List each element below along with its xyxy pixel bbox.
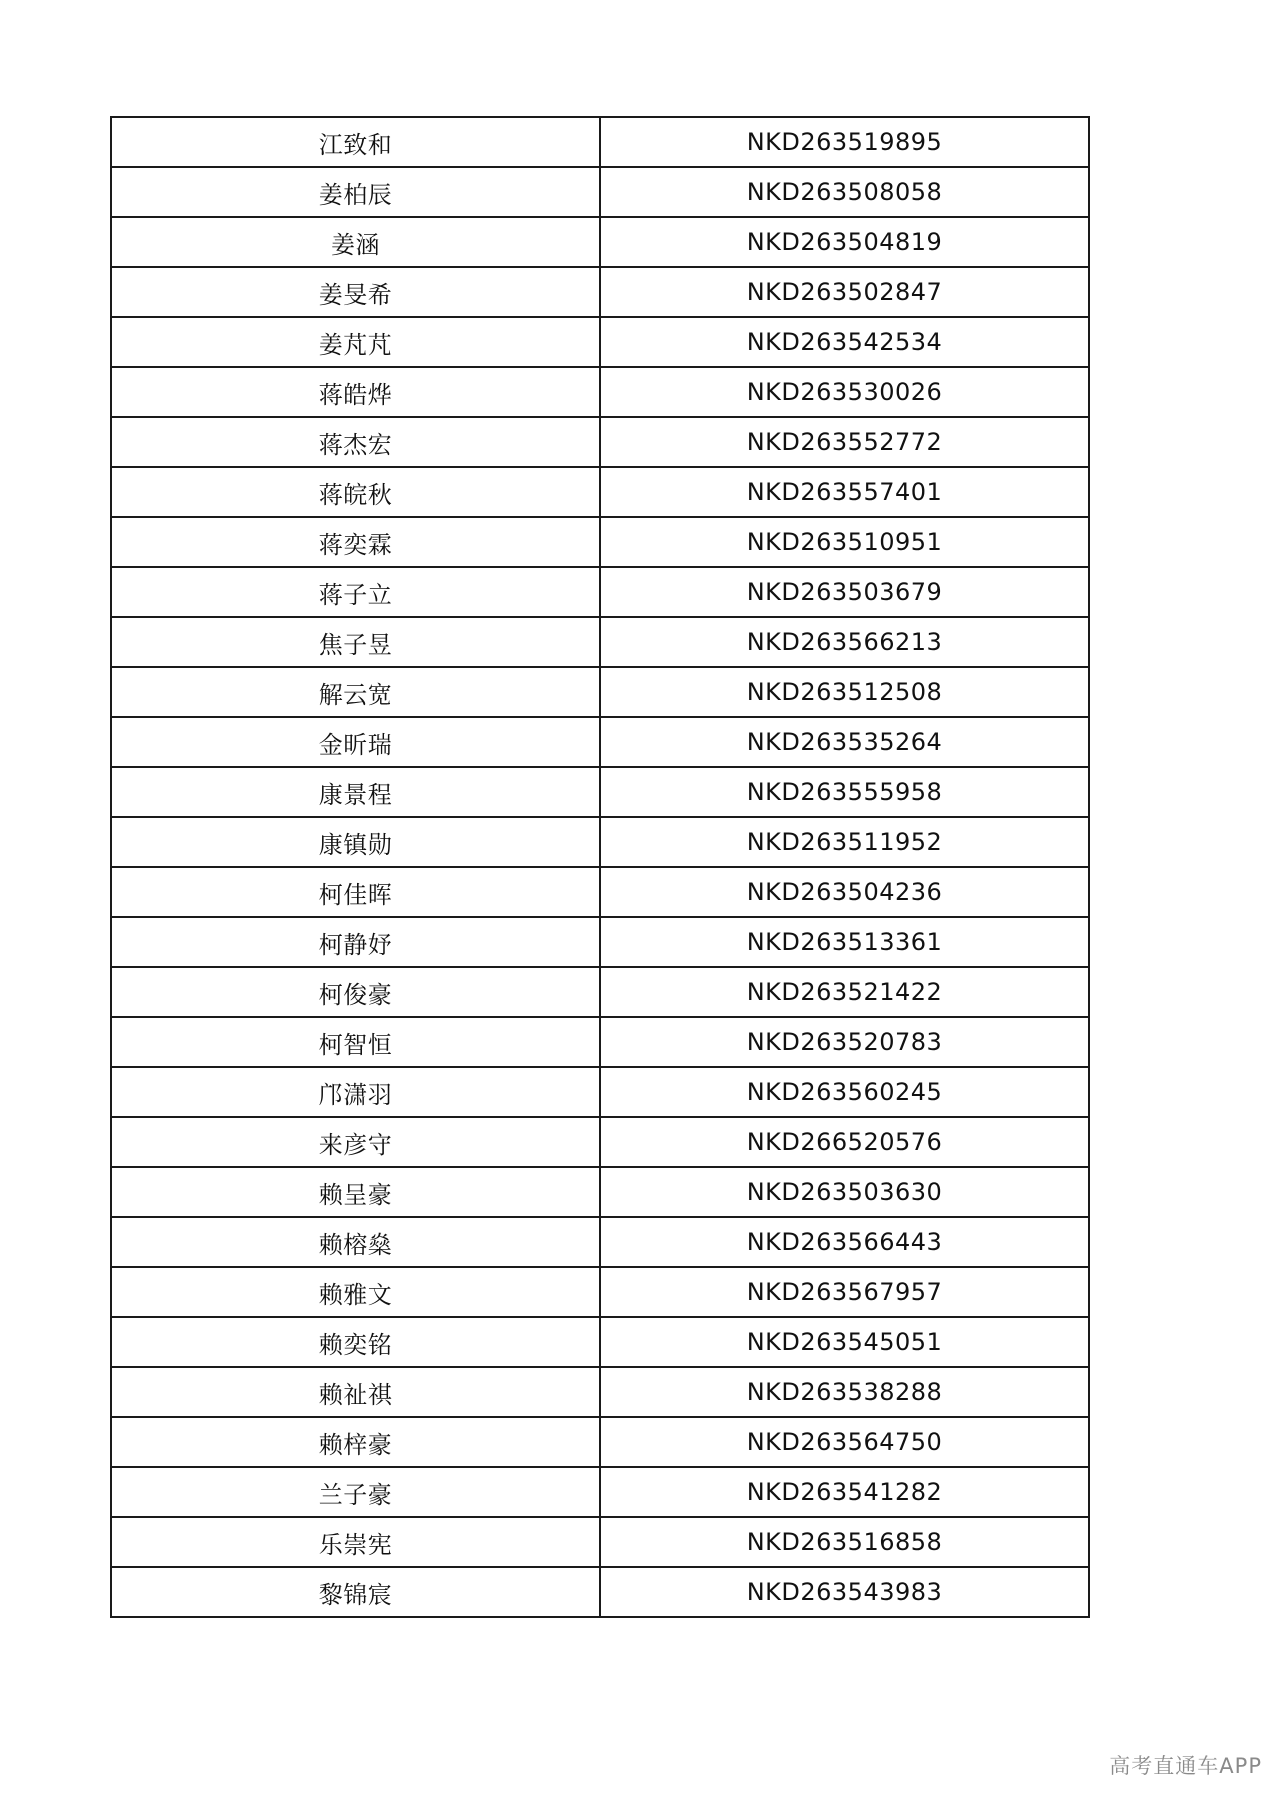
table-row <box>111 267 1089 317</box>
table-row <box>111 117 1089 167</box>
student-name-cell: 柯佳晖 <box>111 867 600 917</box>
candidate-id-cell: NKD263513361 <box>600 917 1089 967</box>
student-name-cell: 赖雅文 <box>111 1267 600 1317</box>
student-name-cell: 焦子昱 <box>111 617 600 667</box>
table-row <box>111 1317 1089 1367</box>
candidate-id-cell: NKD263566443 <box>600 1217 1089 1267</box>
candidate-id-cell: NKD263543983 <box>600 1567 1089 1617</box>
watermark: 高考直通车APP <box>1109 1754 1262 1778</box>
student-name-cell: 蒋子立 <box>111 567 600 617</box>
candidate-id-cell: NKD263502847 <box>600 267 1089 317</box>
student-name-cell: 蒋皖秋 <box>111 467 600 517</box>
student-name-cell: 柯静妤 <box>111 917 600 967</box>
candidate-id-cell: NKD263566213 <box>600 617 1089 667</box>
student-name-cell: 姜柏辰 <box>111 167 600 217</box>
student-name-cell: 姜芃芃 <box>111 317 600 367</box>
candidate-id-cell: NKD263503679 <box>600 567 1089 617</box>
roster-table-body <box>111 117 1089 1617</box>
table-row <box>111 167 1089 217</box>
table-row <box>111 517 1089 567</box>
candidate-id-cell: NKD263555958 <box>600 767 1089 817</box>
table-row <box>111 767 1089 817</box>
candidate-id-cell: NKD263535264 <box>600 717 1089 767</box>
table-row <box>111 467 1089 517</box>
student-name-cell: 金昕瑞 <box>111 717 600 767</box>
table-row <box>111 1567 1089 1617</box>
candidate-id-cell: NKD263504236 <box>600 867 1089 917</box>
candidate-id-cell: NKD263560245 <box>600 1067 1089 1117</box>
table-row <box>111 567 1089 617</box>
student-name-cell: 赖呈豪 <box>111 1167 600 1217</box>
table-row <box>111 717 1089 767</box>
table-row <box>111 667 1089 717</box>
table-row <box>111 1017 1089 1067</box>
candidate-id-cell: NKD263508058 <box>600 167 1089 217</box>
candidate-id-cell: NKD263538288 <box>600 1367 1089 1417</box>
student-name-cell: 康镇勋 <box>111 817 600 867</box>
student-name-cell: 蒋皓烨 <box>111 367 600 417</box>
candidate-id-cell: NKD263511952 <box>600 817 1089 867</box>
student-name-cell: 赖奕铭 <box>111 1317 600 1367</box>
candidate-id-cell: NKD263557401 <box>600 467 1089 517</box>
candidate-id-cell: NKD263520783 <box>600 1017 1089 1067</box>
student-name-cell: 蒋奕霖 <box>111 517 600 567</box>
table-row <box>111 1167 1089 1217</box>
candidate-id-cell: NKD263516858 <box>600 1517 1089 1567</box>
candidate-id-cell: NKD263530026 <box>600 367 1089 417</box>
candidate-id-cell: NKD263552772 <box>600 417 1089 467</box>
student-name-cell: 兰子豪 <box>111 1467 600 1517</box>
student-name-cell: 姜旻希 <box>111 267 600 317</box>
table-row <box>111 1117 1089 1167</box>
student-name-cell: 柯俊豪 <box>111 967 600 1017</box>
table-row <box>111 367 1089 417</box>
table-row <box>111 1217 1089 1267</box>
table-row <box>111 617 1089 667</box>
student-name-cell: 赖榕燊 <box>111 1217 600 1267</box>
candidate-id-cell: NKD263512508 <box>600 667 1089 717</box>
table-row <box>111 417 1089 467</box>
student-name-cell: 柯智恒 <box>111 1017 600 1067</box>
table-row <box>111 217 1089 267</box>
candidate-id-cell: NKD263545051 <box>600 1317 1089 1367</box>
candidate-id-cell: NKD263503630 <box>600 1167 1089 1217</box>
table-row <box>111 1517 1089 1567</box>
candidate-id-cell: NKD263510951 <box>600 517 1089 567</box>
table-row <box>111 1417 1089 1467</box>
student-name-cell: 黎锦宸 <box>111 1567 600 1617</box>
table-row <box>111 1267 1089 1317</box>
roster-table <box>110 116 1090 1618</box>
student-name-cell: 姜涵 <box>111 217 600 267</box>
table-row <box>111 1367 1089 1417</box>
table-row <box>111 967 1089 1017</box>
candidate-id-cell: NKD263564750 <box>600 1417 1089 1467</box>
candidate-id-cell: NKD263541282 <box>600 1467 1089 1517</box>
student-name-cell: 解云宽 <box>111 667 600 717</box>
table-row <box>111 917 1089 967</box>
student-name-cell: 蒋杰宏 <box>111 417 600 467</box>
student-name-cell: 乐崇宪 <box>111 1517 600 1567</box>
student-name-cell: 康景程 <box>111 767 600 817</box>
table-row <box>111 817 1089 867</box>
candidate-id-cell: NKD263519895 <box>600 117 1089 167</box>
student-name-cell: 来彦守 <box>111 1117 600 1167</box>
candidate-id-cell: NKD263567957 <box>600 1267 1089 1317</box>
student-name-cell: 赖梓豪 <box>111 1417 600 1467</box>
table-row <box>111 1067 1089 1117</box>
student-name-cell: 江致和 <box>111 117 600 167</box>
candidate-id-cell: NKD263542534 <box>600 317 1089 367</box>
table-row <box>111 867 1089 917</box>
candidate-id-cell: NKD266520576 <box>600 1117 1089 1167</box>
student-name-cell: 邝潇羽 <box>111 1067 600 1117</box>
table-row <box>111 317 1089 367</box>
candidate-id-cell: NKD263521422 <box>600 967 1089 1017</box>
candidate-id-cell: NKD263504819 <box>600 217 1089 267</box>
table-row <box>111 1467 1089 1517</box>
student-name-cell: 赖祉祺 <box>111 1367 600 1417</box>
